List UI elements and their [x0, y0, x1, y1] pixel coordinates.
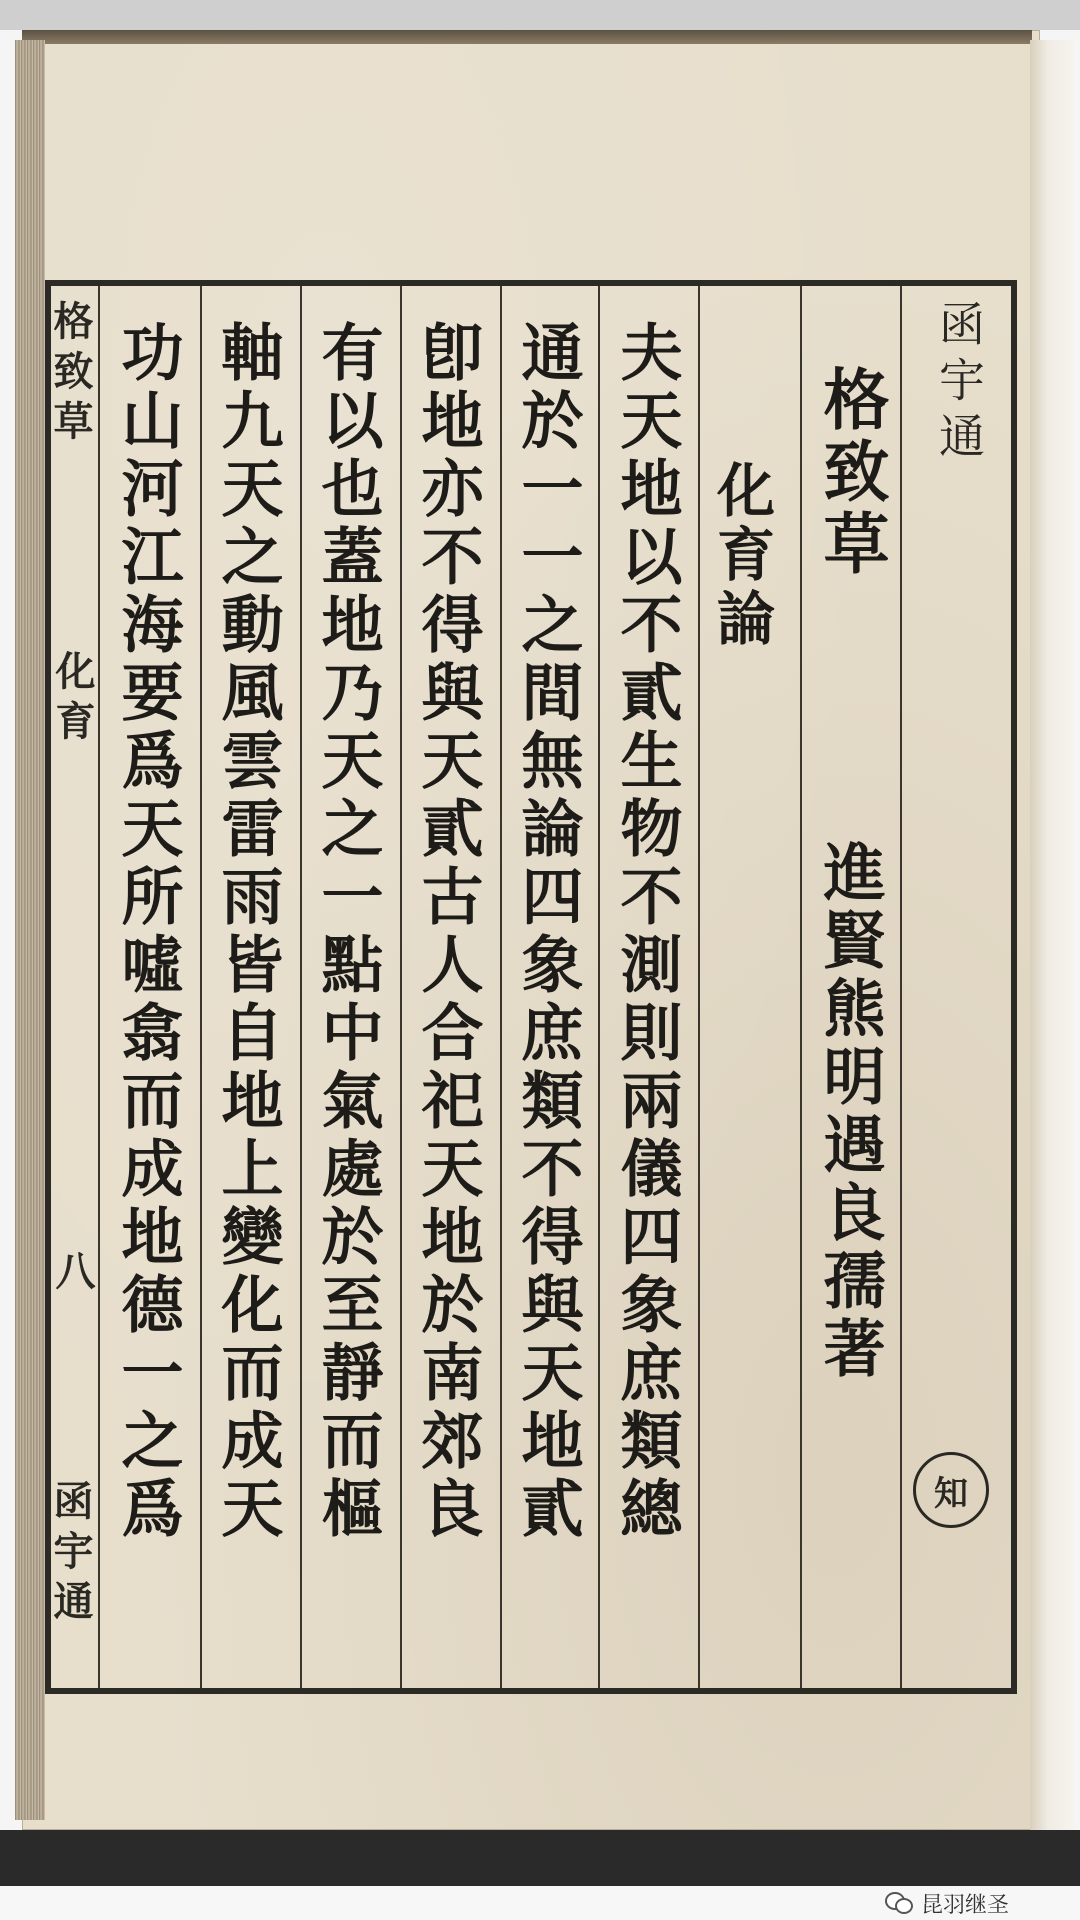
- margin-left-bottom: 函宇通: [47, 1480, 94, 1630]
- margin-left-page: 八: [49, 1250, 96, 1300]
- column-rule: [400, 286, 402, 1688]
- top-frame: [0, 0, 1080, 30]
- column-rule: [300, 286, 302, 1688]
- margin-left-section: 化育: [49, 650, 96, 750]
- book-title-header: 函宇通: [932, 300, 986, 468]
- text-column-2: 通於一一之間無論四象庶類不得與天地貳: [511, 320, 584, 1544]
- page-stack-edge: [15, 40, 45, 1820]
- page-top-edge: [22, 30, 1032, 44]
- chapter-title: 格致草: [812, 365, 890, 581]
- margin-left-title: 格致草: [47, 300, 94, 450]
- column-rule: [200, 286, 202, 1688]
- watermark-text: 昆羽继圣: [921, 1892, 1010, 1918]
- text-column-6: 功山河江海要爲天所噓翕而成地德一之爲: [111, 320, 184, 1544]
- column-rule: [598, 286, 600, 1688]
- text-column-1: 夫天地以不貳生物不測則兩儀四象庶類總: [610, 320, 683, 1544]
- section-title: 化育論: [707, 460, 775, 652]
- column-rule: [800, 286, 802, 1688]
- column-rule: [500, 286, 502, 1688]
- chat-bubbles-icon: [885, 1892, 913, 1914]
- column-rule: [98, 286, 100, 1688]
- text-column-5: 軸九天之動風雲雷雨皆自地上變化而成天: [211, 320, 284, 1544]
- text-column-3: 卽地亦不得與天貳古人合祀天地於南郊良: [411, 320, 484, 1544]
- text-column-4: 有以也蓋地乃天之一點中氣處於至靜而樞: [311, 320, 384, 1544]
- page-bottom-shadow: [0, 1830, 1080, 1886]
- column-rule: [900, 286, 902, 1688]
- collector-seal: 知: [913, 1452, 989, 1528]
- page-right-edge: [1030, 40, 1074, 1830]
- account-watermark: [885, 1889, 1009, 1917]
- author-line: 進賢熊明遇良孺著: [813, 840, 886, 1384]
- column-rule: [698, 286, 700, 1688]
